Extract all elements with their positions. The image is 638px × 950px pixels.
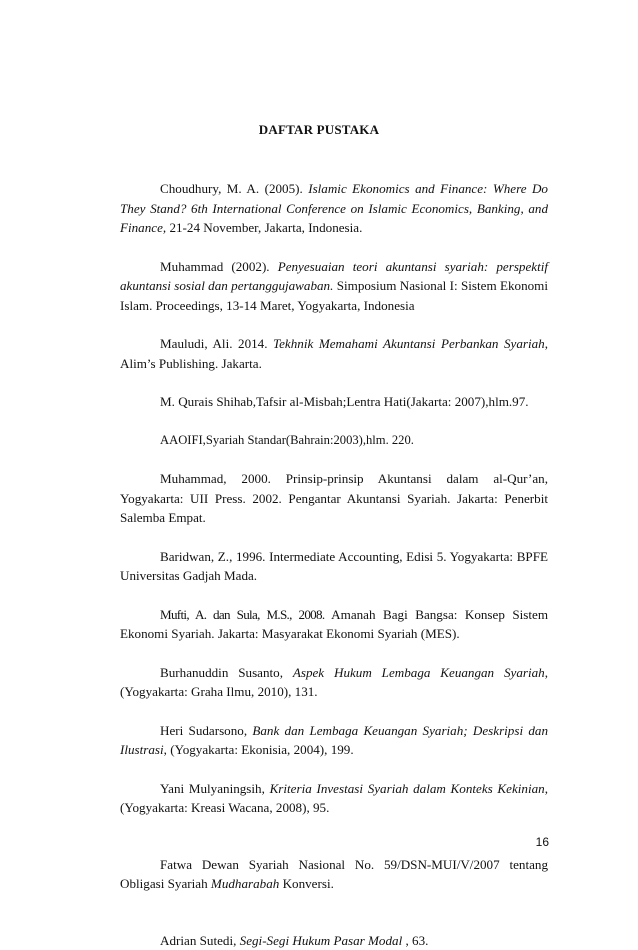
reference-choudhury: Choudhury, M. A. (2005). Islamic Ekonomics and Finance: Where Do They Stand? 6th International Conference on Islamic Economics, Banking, and Finance, 21-24 November, Jakarta, Indonesia.	[120, 179, 548, 238]
reference-shihab: M. Qurais Shihab,Tafsir al-Misbah;Lentra Hati(Jakarta: 2007),hlm.97.	[120, 392, 548, 412]
reference-fatwa-dsn: Fatwa Dewan Syariah Nasional No. 59/DSN-MUI/V/2007 tentang Obligasi Syariah Mudharabah Konversi.	[120, 855, 548, 894]
reference-mulyaningsih: Yani Mulyaningsih, Kriteria Investasi Syariah dalam Konteks Kekinian, (Yogyakarta: Kreasi Wacana, 2008), 95.	[120, 779, 548, 818]
reference-list	[120, 179, 548, 950]
reference-muhammad-2000: Muhammad, 2000. Prinsip-prinsip Akuntansi dalam al-Qur’an, Yogyakarta: UII Press. 2002. Pengantar Akuntansi Syariah. Jakarta: Penerbit Salemba Empat.	[120, 469, 548, 528]
page-title: DAFTAR PUSTAKA	[0, 122, 638, 138]
reference-sudarsono: Heri Sudarsono, Bank dan Lembaga Keuangan Syariah; Deskripsi dan Ilustrasi, (Yogyakarta: Ekonisia, 2004), 199.	[120, 721, 548, 760]
reference-sutedi: Adrian Sutedi, Segi-Segi Hukum Pasar Modal , 63.	[120, 931, 548, 950]
reference-baridwan: Baridwan, Z., 1996. Intermediate Accounting, Edisi 5. Yogyakarta: BPFE Universitas Gadjah Mada.	[120, 547, 548, 586]
page-number: 16	[536, 835, 549, 849]
reference-mauludi: Mauludi, Ali. 2014. Tekhnik Memahami Akuntansi Perbankan Syariah, Alim’s Publishing. Jakarta.	[120, 334, 548, 373]
reference-muhammad-2002: Muhammad (2002). Penyesuaian teori akuntansi syariah: perspektif akuntansi sosial dan pertanggujawaban. Simposium Nasional I: Sistem Ekonomi Islam. Proceedings, 13-14 Maret, Yogyakarta, Indonesia	[120, 257, 548, 316]
reference-mufti-sula: Mufti, A. dan Sula, M.S., 2008. Amanah Bagi Bangsa: Konsep Sistem Ekonomi Syariah. Jakarta: Masyarakat Ekonomi Syariah (MES).	[120, 605, 548, 644]
reference-aaoifi: AAOIFI,Syariah Standar(Bahrain:2003),hlm. 220.	[120, 431, 548, 451]
reference-susanto: Burhanuddin Susanto, Aspek Hukum Lembaga Keuangan Syariah, (Yogyakarta: Graha Ilmu, 2010), 131.	[120, 663, 548, 702]
